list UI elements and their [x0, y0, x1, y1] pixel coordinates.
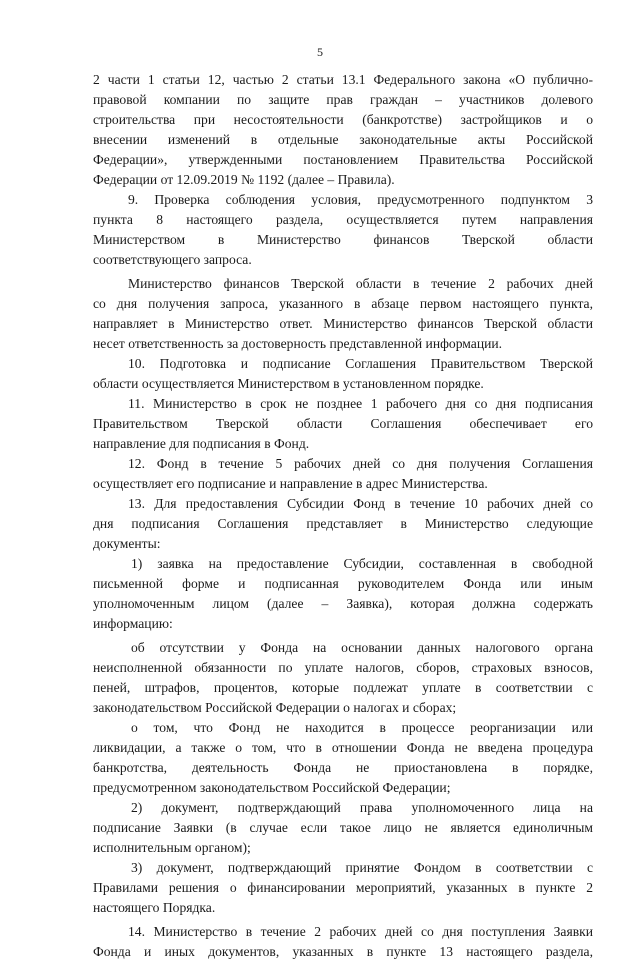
- text-line: 2 части 1 статьи 12, частью 2 статьи 13.1 Федерального закона «О публично-: [93, 72, 593, 87]
- text-line: правовой компании по защите прав граждан – участников долевого: [93, 92, 593, 107]
- text-line: 3) документ, подтверждающий принятие Фондом в соответствии с: [131, 860, 593, 875]
- text-line: уполномоченным лицом (далее – Заявка), которая должна содержать: [93, 596, 593, 611]
- text-line: Федерации от 12.09.2019 № 1192 (далее – Правила).: [93, 172, 395, 187]
- text-line: 1) заявка на предоставление Субсидии, составленная в свободной: [131, 556, 593, 571]
- text-line: предусмотренном законодательством Российской Федерации;: [93, 780, 451, 795]
- text-line: 11. Министерство в срок не позднее 1 рабочего дня со дня подписания: [128, 396, 593, 411]
- text-line: Правилами решения о финансировании мероприятий, указанных в пункте 2: [93, 880, 593, 895]
- text-line: Правительством Тверской области Соглашения обеспечивает его: [93, 416, 593, 431]
- text-line: о том, что Фонд не находится в процессе реорганизации или: [131, 720, 593, 735]
- page-number: 5: [317, 45, 323, 59]
- text-line: 10. Подготовка и подписание Соглашения Правительством Тверской: [128, 356, 593, 371]
- text-line: со дня получения запроса, указанного в абзаце первом настоящего пункта,: [93, 296, 593, 311]
- text-line: направление для подписания в Фонд.: [93, 436, 310, 451]
- text-line: 14. Министерство в течение 2 рабочих дней со дня поступления Заявки: [128, 924, 593, 939]
- text-line: области осуществляется Министерством в установленном порядке.: [93, 376, 484, 391]
- text-line: Федерации», утвержденными постановлением Правительства Российской: [93, 152, 593, 167]
- text-line: Фонда и иных документов, указанных в пункте 13 настоящего раздела,: [93, 944, 593, 959]
- text-line: соответствующего запроса.: [93, 252, 252, 267]
- text-line: пункта 8 настоящего раздела, осуществляется путем направления: [93, 212, 593, 227]
- text-line: исполнительным органом);: [93, 840, 251, 855]
- text-line: банкротства, деятельность Фонда не приостановлена в порядке,: [93, 760, 593, 775]
- text-line: законодательством Российской Федерации о налогах и сборах;: [93, 700, 457, 715]
- text-line: несет ответственность за достоверность представленной информации.: [93, 336, 503, 351]
- text-line: осуществляет его подписание и направление в адрес Министерства.: [93, 476, 488, 491]
- text-line: направляет в Министерство ответ. Министерство финансов Тверской области: [93, 316, 593, 331]
- text-line: подписание Заявки (в случае если такое лицо не является единоличным: [93, 820, 593, 835]
- document-body: [93, 70, 593, 962]
- text-line: Министерство финансов Тверской области в течение 2 рабочих дней: [128, 276, 593, 291]
- text-line: внесении изменений в отдельные законодательные акты Российской: [93, 132, 593, 147]
- text-line: строительства при несостоятельности (банкротстве) застройщиков и о: [93, 112, 593, 127]
- text-line: 13. Для предоставления Субсидии Фонд в течение 10 рабочих дней со: [128, 496, 593, 511]
- text-line: 2) документ, подтверждающий права уполномоченного лица на: [131, 800, 593, 815]
- text-line: 9. Проверка соблюдения условия, предусмотренного подпунктом 3: [128, 192, 593, 207]
- text-line: настоящего Порядка.: [93, 900, 216, 915]
- text-line: документы:: [93, 536, 161, 551]
- text-line: дня подписания Соглашения представляет в Министерство следующие: [93, 516, 593, 531]
- text-line: ликвидации, а также о том, что в отношении Фонда не введена процедура: [93, 740, 593, 755]
- text-line: информацию:: [93, 616, 173, 631]
- text-line: неисполненной обязанности по уплате налогов, сборов, страховых взносов,: [93, 660, 593, 675]
- text-line: пеней, штрафов, процентов, которые подлежат уплате в соответствии с: [93, 680, 593, 695]
- text-line: об отсутствии у Фонда на основании данных налогового органа: [131, 640, 593, 655]
- text-line: Министерством в Министерство финансов Тверской области: [93, 232, 593, 247]
- text-line: письменной форме и подписанная руководителем Фонда или иным: [93, 576, 593, 591]
- text-line: 12. Фонд в течение 5 рабочих дней со дня получения Соглашения: [128, 456, 593, 471]
